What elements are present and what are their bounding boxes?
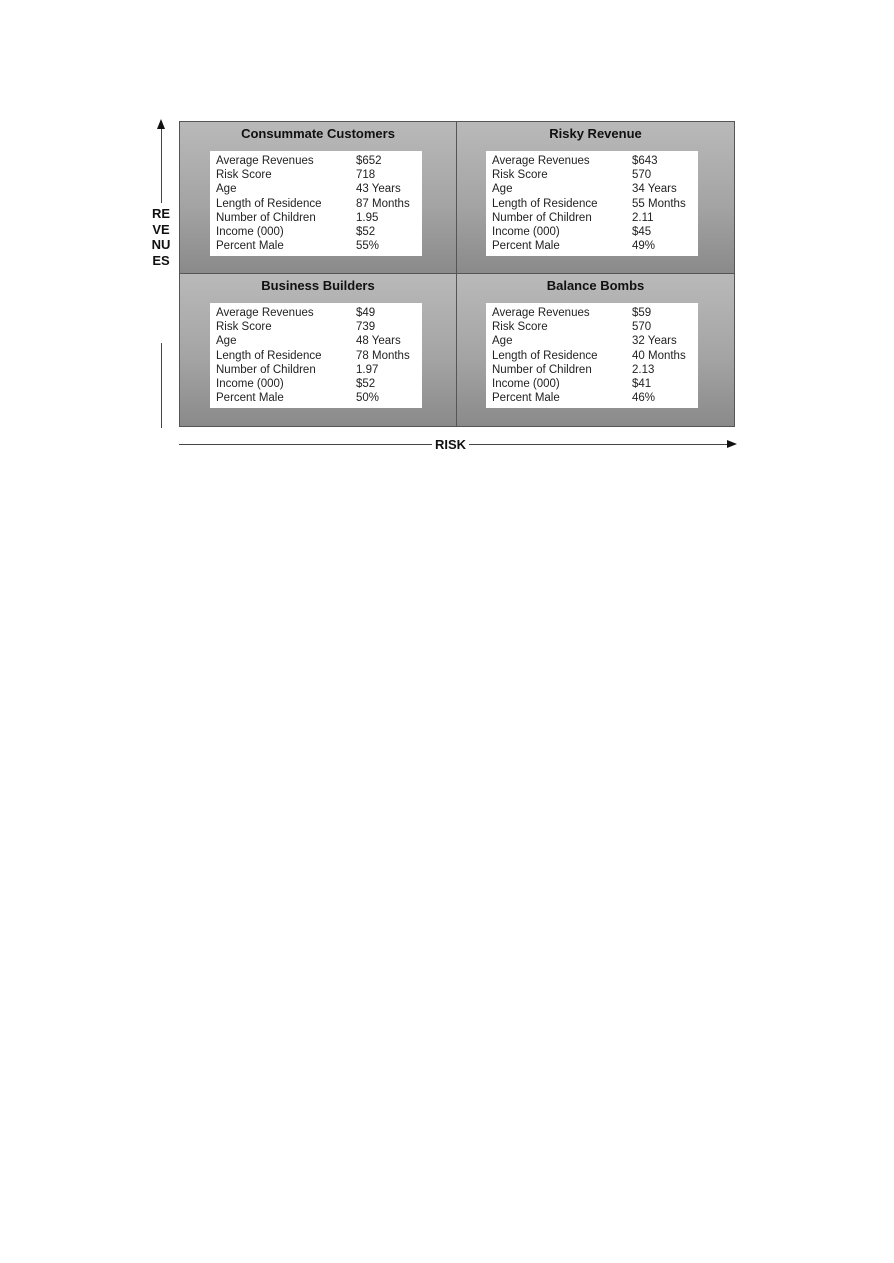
- stat-value: 570: [632, 169, 652, 182]
- stat-value: 49%: [632, 240, 656, 253]
- stat-label: Age: [216, 335, 237, 348]
- quadrant-top-left: [180, 122, 457, 274]
- stat-row: [216, 154, 416, 168]
- stat-row: [216, 334, 416, 348]
- stat-value: $59: [632, 307, 652, 319]
- stat-value: $41: [632, 378, 652, 391]
- stat-row: [216, 349, 416, 363]
- stat-row: [216, 225, 416, 239]
- stats-box: [210, 303, 422, 408]
- stat-row: [492, 377, 692, 391]
- stat-value: 55 Months: [632, 197, 686, 210]
- stat-label: Number of Children: [492, 363, 592, 376]
- stat-label: Percent Male: [216, 392, 284, 405]
- stat-row: [492, 239, 692, 253]
- stat-label: Average Revenues: [492, 307, 590, 319]
- stat-value: $45: [632, 226, 652, 239]
- stat-row: [216, 182, 416, 196]
- stat-value: $49: [356, 307, 376, 319]
- stat-row: [492, 225, 692, 239]
- stat-value: 1.95: [356, 211, 379, 224]
- stat-label: Income (000): [492, 226, 560, 239]
- stat-value: 48 Years: [356, 335, 401, 348]
- stat-row: [216, 320, 416, 334]
- stat-label: Number of Children: [216, 363, 316, 376]
- quadrant-top-right: [457, 122, 734, 274]
- stat-value: 1.97: [356, 363, 379, 376]
- stat-value: $652: [356, 155, 382, 167]
- stat-row: [216, 306, 416, 320]
- stat-value: 34 Years: [632, 183, 677, 196]
- quadrant-title: Business Builders: [261, 278, 375, 293]
- risk-axis-label: RISK: [432, 436, 469, 453]
- stat-label: Length of Residence: [492, 349, 598, 362]
- stat-label: Income (000): [216, 378, 284, 391]
- stat-value: 50%: [356, 392, 380, 405]
- stat-label: Length of Residence: [492, 197, 598, 210]
- stat-label: Risk Score: [216, 321, 272, 334]
- revenues-axis-label: REVENUES: [151, 206, 171, 269]
- stat-value: 739: [356, 321, 376, 334]
- stat-label: Number of Children: [492, 211, 592, 224]
- stat-row: [216, 363, 416, 377]
- stat-row: [492, 334, 692, 348]
- stat-label: Income (000): [216, 226, 284, 239]
- stat-row: [492, 391, 692, 405]
- stat-value: 78 Months: [356, 349, 410, 362]
- stats-box: [486, 151, 698, 256]
- stat-label: Percent Male: [492, 240, 560, 253]
- stat-label: Average Revenues: [216, 155, 314, 167]
- quadrant-title: Risky Revenue: [549, 126, 642, 141]
- stat-row: [492, 349, 692, 363]
- stat-value: 2.11: [632, 211, 654, 224]
- stat-row: [492, 320, 692, 334]
- stat-row: [216, 211, 416, 225]
- stat-label: Percent Male: [492, 392, 560, 405]
- stat-row: [492, 363, 692, 377]
- stat-value: 32 Years: [632, 335, 677, 348]
- stat-label: Age: [492, 335, 513, 348]
- quadrant-bottom-left: [180, 274, 457, 426]
- stat-label: Average Revenues: [492, 155, 590, 167]
- stat-row: [216, 377, 416, 391]
- stat-value: $52: [356, 378, 376, 391]
- stat-value: 46%: [632, 392, 656, 405]
- stat-label: Risk Score: [492, 321, 548, 334]
- stat-row: [492, 197, 692, 211]
- quadrant-bottom-right: [457, 274, 734, 426]
- stat-value: 570: [632, 321, 652, 334]
- stats-box: [210, 151, 422, 256]
- stat-label: Percent Male: [216, 240, 284, 253]
- stat-label: Age: [492, 183, 513, 196]
- stat-row: [216, 197, 416, 211]
- stat-row: [492, 306, 692, 320]
- stat-value: 55%: [356, 240, 380, 253]
- quadrant-title: Consummate Customers: [241, 126, 395, 141]
- stats-box: [486, 303, 698, 408]
- stat-label: Income (000): [492, 378, 560, 391]
- stat-value: 43 Years: [356, 183, 401, 196]
- stat-row: [216, 168, 416, 182]
- stat-label: Risk Score: [216, 169, 272, 182]
- stat-label: Length of Residence: [216, 349, 322, 362]
- stat-value: $643: [632, 155, 658, 167]
- stat-label: Average Revenues: [216, 307, 314, 319]
- stat-label: Number of Children: [216, 211, 316, 224]
- stat-value: 2.13: [632, 363, 655, 376]
- stat-label: Age: [216, 183, 237, 196]
- quadrant-diagram: [0, 0, 894, 480]
- stat-row: [492, 182, 692, 196]
- stat-value: 718: [356, 169, 376, 182]
- quadrant-grid: [179, 121, 735, 427]
- stat-row: [492, 211, 692, 225]
- right-arrow-icon: [727, 440, 737, 448]
- stat-row: [492, 154, 692, 168]
- quadrant-title: Balance Bombs: [546, 278, 645, 293]
- stat-value: $52: [356, 226, 376, 239]
- stat-label: Risk Score: [492, 169, 548, 182]
- stat-value: 87 Months: [356, 197, 410, 210]
- stat-label: Length of Residence: [216, 197, 322, 210]
- stat-row: [216, 391, 416, 405]
- up-arrow-icon: [157, 119, 165, 129]
- stat-row: [492, 168, 692, 182]
- stat-value: 40 Months: [632, 349, 686, 362]
- stat-row: [216, 239, 416, 253]
